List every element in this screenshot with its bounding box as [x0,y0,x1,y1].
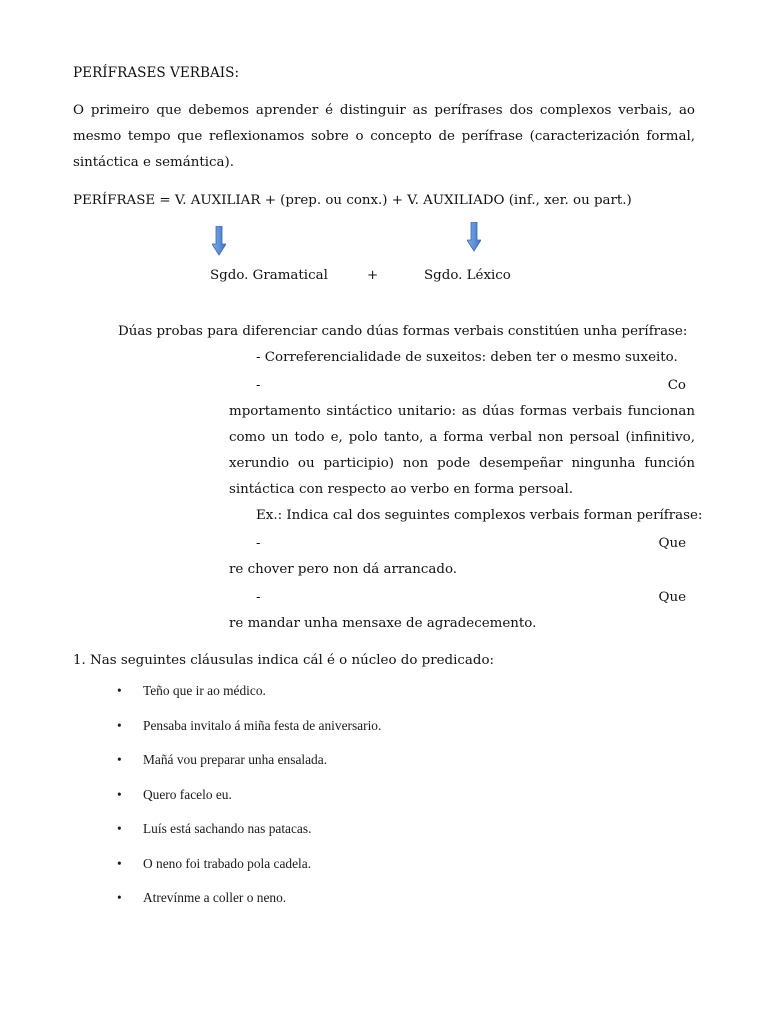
list-item [113,782,381,817]
clause-text: Mañá vou preparar unha ensalada. [143,752,328,767]
example-1-heading [256,531,686,557]
exercise-list [113,678,381,920]
grammatical-meaning-label: Sgdo. Gramatical [210,268,328,283]
list-item [113,747,381,782]
down-arrow-icon [467,222,481,252]
clause-text: O neno foi trabado pola cadela. [143,855,312,871]
example-1-text: re chover pero non dá arrancado. [229,562,458,577]
list-item [113,885,381,920]
bullet-icon: • [117,855,122,871]
list-item [113,851,381,886]
bullet-icon: • [117,786,122,802]
clause-text: Luís está sachando nas patacas. [143,821,312,836]
page-title: PERÍFRASES VERBAIS: [73,65,240,81]
word-fragment: Co [667,378,686,393]
clause-text: Atrevínme a coller o neno. [143,890,287,905]
condition-behaviour-text: mportamento sintáctico unitario: as dúas formas verbais funcionan como un todo e, polo tanto, a forma verbal non persoal (infinitivo, xerundio ou participio) non pode desempeñar ningunha función sintáctica con respecto ao verbo en forma persoal. [229,404,695,497]
example-2-text: re mandar unha mensaxe de agradecemento. [229,616,537,631]
word-fragment: Que [658,536,686,551]
exercise-title: 1. Nas seguintes cláusulas indica cál é o núcleo do predicado: [73,653,495,668]
dash-marker: - [256,378,261,393]
bullet-icon: • [117,890,122,905]
probas-intro: Dúas probas para diferenciar cando dúas formas verbais constitúen unha perífrase: [118,324,688,339]
bullet-icon: • [117,683,122,698]
bullet-icon: • [117,752,122,767]
clause-text: Quero facelo eu. [143,786,232,802]
periphrase-formula: PERÍFRASE = V. AUXILIAR + (prep. ou conx.) + V. AUXILIADO (inf., xer. ou part.) [73,193,632,208]
lexical-meaning-label: Sgdo. Léxico [424,268,511,283]
dash-marker: - [256,590,261,605]
example-2-heading [256,585,686,611]
bullet-icon: • [117,821,122,836]
list-item [113,678,381,713]
clause-text: Pensaba invitalo á miña festa de aniversario. [143,717,382,733]
down-arrow-icon [212,226,226,256]
example-intro: Ex.: Indica cal dos seguintes complexos verbais forman perífrase: [256,508,703,523]
plus-sign: + [367,268,379,283]
condition-behaviour-heading [256,373,686,399]
bullet-icon: • [117,717,122,733]
word-fragment: Que [658,590,686,605]
dash-marker: - [256,536,261,551]
list-item [113,816,381,851]
list-item [113,713,381,748]
condition-coreference: - Correferencialidade de suxeitos: deben ter o mesmo suxeito. [256,350,678,365]
intro-paragraph: O primeiro que debemos aprender é distinguir as perífrases dos complexos verbais, ao mesmo tempo que reflexionamos sobre o concepto de perífrase (caracterización formal, sintáctica e semántica). [73,103,695,170]
clause-text: Teño que ir ao médico. [143,683,266,698]
